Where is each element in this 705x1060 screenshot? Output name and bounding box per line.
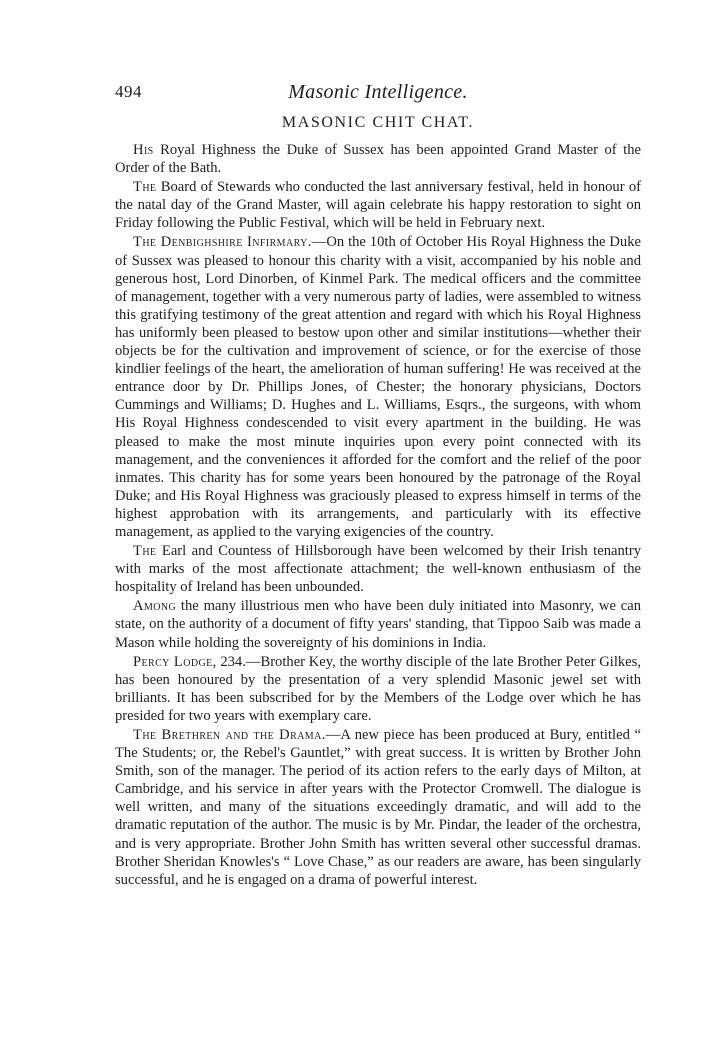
article-body — [115, 141, 641, 889]
paragraph-text: Board of Stewards who conducted the last anniversary festival, held in honour of the natal day of the Grand Master, will again celebrate his happy restoration to sight on Friday following the Public Festival, which will be held in February next. — [115, 179, 641, 232]
paragraph-board-of-stewards — [115, 178, 641, 232]
paragraph-tippoo-saib — [115, 597, 641, 651]
paragraph-lead: The — [133, 179, 157, 196]
running-head — [115, 82, 641, 108]
paragraph-lead: Percy Lodge, — [133, 653, 217, 670]
paragraph-text: —On the 10th of October His Royal Highness the Duke of Sussex was pleased to honour this charity with a visit, accompanied by his noble and generous host, Lord Dinorben, of Kinmel Park. The medical officers and the committee of management, together with a very numerous party of ladies, were assembled to witness this gratifying testimony of the great attention and regard with which his Royal Highness has uniformly been pleased to bestow upon other and similar institutions—whether their objects be for the cultivation and improvement of science, or for the exercise of those kindlier feelings of the heart, the amelioration of human suffering! He was received at the entrance door by Dr. Phillips Jones, of Chester; the honorary physicians, Doctors Cummings and Williams; D. Hughes and L. Williams, Esqrs., the surgeons, with whom His Royal Highness condescended to visit every apartment in the building. He was pleased to make the most minute inquiries upon every point connected with its management, and the conveniences it afforded for the comfort and the relief of the poor inmates. This charity has for some years been honoured by the patronage of the Royal Duke; and His Royal Highness was graciously pleased to express himself in terms of the highest approbation with its arrangements, and particularly with its effective management, as applied to the varying exigencies of the country. — [115, 234, 641, 540]
paragraph-lead: The Denbighshire Infirmary. — [133, 234, 312, 251]
article-title: MASONIC CHIT CHAT. — [281, 114, 475, 131]
paragraph-lead: His — [133, 142, 154, 158]
paragraph-text: Royal Highness the Duke of Sussex has been appointed Grand Master of the Order of the Bath. — [115, 142, 641, 177]
paragraph-text: —A new piece has been produced at Bury, entitled “ The Students; or, the Rebel's Gauntlet,” with great success. It is written by Brother John Smith, son of the manager. The period of its action refers to the early days of Milton, at Cambridge, and his service in after years with the Protector Cromwell. The dialogue is well written, and many of the situations exceedingly dramatic, and will add to the dramatic reputation of the author. The music is by Mr. Pindar, the leader of the orchestra, and is very appropriate. Brother John Smith has written several other successful dramas. Brother Sheridan Knowles's “ Love Chase,” as our readers are aware, has been singularly successful, and he is engaged on a drama of powerful interest. — [115, 727, 641, 888]
book-page — [115, 82, 641, 1042]
paragraph-text: Earl and Countess of Hillsborough have been welcomed by their Irish tenantry with marks of the most affectionate attachment; the well-known enthusiasm of the hospitality of Ireland has been unbounded. — [115, 543, 641, 596]
paragraph-hillsborough — [115, 542, 641, 596]
paragraph-lead: The Brethren and the Drama. — [133, 727, 326, 743]
paragraph-lead: Among — [133, 598, 177, 615]
paragraph-lead: The — [133, 543, 157, 560]
paragraph-brethren-drama — [115, 726, 641, 889]
paragraph-percy-lodge — [115, 653, 641, 725]
page-number: 494 — [115, 82, 142, 101]
paragraph-text: the many illustrious men who have been duly initiated into Masonry, we can state, on the authority of a document of fifty years' standing, that Tippoo Saib was made a Mason while holding the sovereignty of his dominions in India. — [115, 598, 641, 651]
paragraph-grand-master — [115, 141, 641, 177]
paragraph-text: 234.—Brother Key, the worthy disciple of the late Brother Peter Gilkes, has been honoured by the presentation of a very splendid Masonic jewel set with brilliants. It has been subscribed for by the Members of the Lodge over which he has presided for two years with exemplary care. — [115, 653, 641, 724]
paragraph-denbighshire-infirmary — [115, 233, 641, 541]
running-title: Masonic Intelligence. — [288, 82, 468, 103]
